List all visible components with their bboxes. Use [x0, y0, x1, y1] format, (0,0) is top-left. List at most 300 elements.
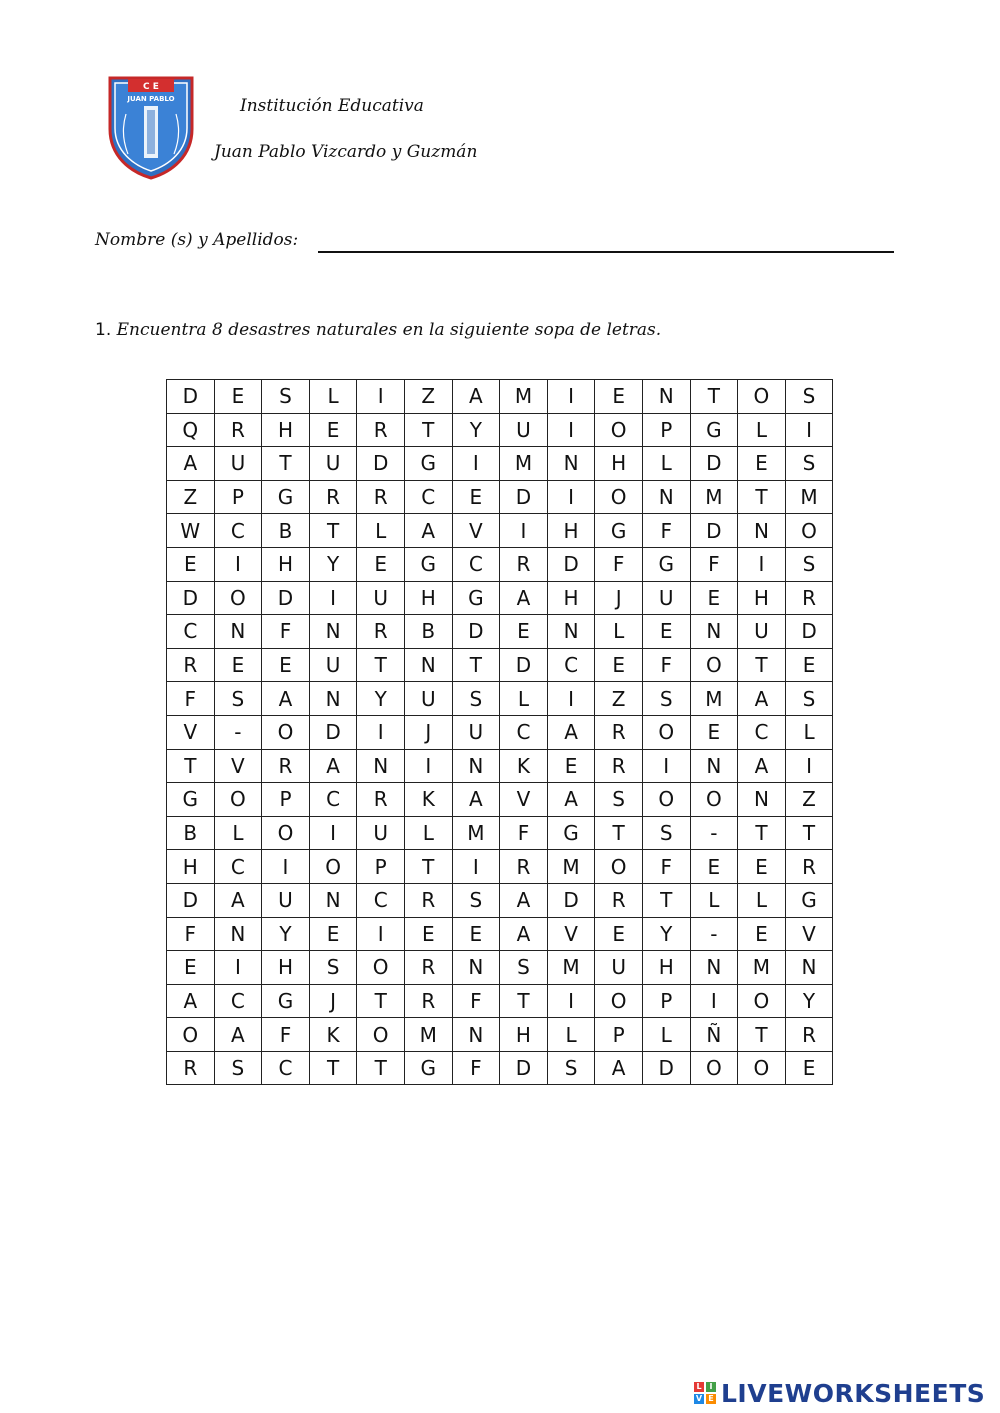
- grid-cell[interactable]: A: [500, 883, 548, 917]
- grid-cell[interactable]: Y: [785, 984, 833, 1018]
- grid-cell[interactable]: J: [309, 984, 357, 1018]
- grid-cell[interactable]: E: [214, 648, 262, 682]
- grid-cell[interactable]: O: [595, 413, 643, 447]
- grid-cell[interactable]: I: [452, 850, 500, 884]
- grid-cell[interactable]: G: [547, 816, 595, 850]
- grid-cell[interactable]: R: [357, 615, 405, 649]
- grid-cell[interactable]: V: [452, 514, 500, 548]
- grid-cell[interactable]: T: [738, 816, 786, 850]
- grid-cell[interactable]: S: [547, 1051, 595, 1085]
- grid-cell[interactable]: M: [690, 682, 738, 716]
- grid-cell[interactable]: A: [738, 749, 786, 783]
- grid-cell[interactable]: N: [547, 615, 595, 649]
- grid-cell[interactable]: O: [738, 984, 786, 1018]
- grid-cell[interactable]: O: [357, 951, 405, 985]
- grid-cell[interactable]: U: [500, 413, 548, 447]
- grid-cell[interactable]: P: [214, 480, 262, 514]
- grid-cell[interactable]: H: [547, 514, 595, 548]
- grid-cell[interactable]: F: [167, 917, 215, 951]
- grid-cell[interactable]: O: [595, 850, 643, 884]
- grid-cell[interactable]: M: [547, 850, 595, 884]
- grid-cell[interactable]: G: [404, 447, 452, 481]
- grid-cell[interactable]: I: [262, 850, 310, 884]
- grid-cell[interactable]: S: [785, 547, 833, 581]
- grid-cell[interactable]: V: [214, 749, 262, 783]
- grid-cell[interactable]: T: [738, 480, 786, 514]
- grid-cell[interactable]: O: [262, 816, 310, 850]
- grid-cell[interactable]: C: [357, 883, 405, 917]
- grid-cell[interactable]: A: [547, 783, 595, 817]
- grid-cell[interactable]: O: [309, 850, 357, 884]
- grid-cell[interactable]: I: [547, 984, 595, 1018]
- grid-cell[interactable]: G: [452, 581, 500, 615]
- grid-cell[interactable]: F: [642, 514, 690, 548]
- grid-cell[interactable]: L: [738, 883, 786, 917]
- grid-cell[interactable]: E: [309, 413, 357, 447]
- grid-cell[interactable]: I: [357, 380, 405, 414]
- grid-cell[interactable]: T: [262, 447, 310, 481]
- grid-cell[interactable]: I: [785, 413, 833, 447]
- grid-cell[interactable]: C: [214, 850, 262, 884]
- grid-cell[interactable]: D: [547, 883, 595, 917]
- grid-cell[interactable]: R: [595, 883, 643, 917]
- grid-cell[interactable]: E: [690, 581, 738, 615]
- grid-cell[interactable]: D: [262, 581, 310, 615]
- grid-cell[interactable]: L: [785, 715, 833, 749]
- grid-cell[interactable]: I: [690, 984, 738, 1018]
- grid-cell[interactable]: A: [500, 917, 548, 951]
- grid-cell[interactable]: T: [642, 883, 690, 917]
- grid-cell[interactable]: R: [357, 413, 405, 447]
- grid-cell[interactable]: L: [547, 1018, 595, 1052]
- grid-cell[interactable]: A: [595, 1051, 643, 1085]
- grid-cell[interactable]: A: [167, 447, 215, 481]
- grid-cell[interactable]: F: [642, 850, 690, 884]
- grid-cell[interactable]: E: [357, 547, 405, 581]
- grid-cell[interactable]: E: [262, 648, 310, 682]
- grid-cell[interactable]: T: [785, 816, 833, 850]
- grid-cell[interactable]: N: [690, 749, 738, 783]
- grid-cell[interactable]: A: [214, 883, 262, 917]
- grid-cell[interactable]: E: [738, 850, 786, 884]
- grid-cell[interactable]: H: [547, 581, 595, 615]
- grid-cell[interactable]: T: [738, 648, 786, 682]
- grid-cell[interactable]: D: [547, 547, 595, 581]
- grid-cell[interactable]: M: [785, 480, 833, 514]
- grid-cell[interactable]: S: [785, 447, 833, 481]
- grid-cell[interactable]: D: [500, 648, 548, 682]
- grid-cell[interactable]: I: [214, 951, 262, 985]
- grid-cell[interactable]: T: [404, 850, 452, 884]
- grid-cell[interactable]: E: [547, 749, 595, 783]
- name-answer-line[interactable]: [318, 251, 894, 253]
- grid-cell[interactable]: N: [690, 951, 738, 985]
- grid-cell[interactable]: S: [452, 682, 500, 716]
- grid-cell[interactable]: E: [785, 1051, 833, 1085]
- grid-cell[interactable]: P: [642, 984, 690, 1018]
- grid-cell[interactable]: D: [690, 447, 738, 481]
- grid-cell[interactable]: N: [642, 380, 690, 414]
- grid-cell[interactable]: F: [452, 984, 500, 1018]
- grid-cell[interactable]: M: [500, 447, 548, 481]
- grid-cell[interactable]: O: [167, 1018, 215, 1052]
- grid-cell[interactable]: A: [547, 715, 595, 749]
- grid-cell[interactable]: I: [547, 480, 595, 514]
- grid-cell[interactable]: G: [262, 984, 310, 1018]
- grid-cell[interactable]: C: [500, 715, 548, 749]
- grid-cell[interactable]: U: [357, 581, 405, 615]
- grid-cell[interactable]: L: [690, 883, 738, 917]
- grid-cell[interactable]: B: [167, 816, 215, 850]
- grid-cell[interactable]: S: [500, 951, 548, 985]
- grid-cell[interactable]: E: [595, 648, 643, 682]
- grid-row: [167, 1018, 833, 1052]
- grid-cell[interactable]: G: [262, 480, 310, 514]
- grid-cell[interactable]: I: [404, 749, 452, 783]
- grid-cell[interactable]: I: [547, 380, 595, 414]
- grid-cell[interactable]: K: [500, 749, 548, 783]
- grid-cell[interactable]: U: [262, 883, 310, 917]
- grid-cell[interactable]: O: [785, 514, 833, 548]
- grid-cell[interactable]: -: [690, 917, 738, 951]
- grid-cell[interactable]: Y: [309, 547, 357, 581]
- grid-cell[interactable]: H: [262, 951, 310, 985]
- grid-cell[interactable]: G: [595, 514, 643, 548]
- grid-cell[interactable]: G: [690, 413, 738, 447]
- grid-cell[interactable]: E: [452, 917, 500, 951]
- grid-cell[interactable]: R: [404, 984, 452, 1018]
- grid-cell[interactable]: E: [595, 380, 643, 414]
- grid-cell[interactable]: L: [214, 816, 262, 850]
- grid-cell[interactable]: D: [167, 581, 215, 615]
- grid-cell[interactable]: T: [167, 749, 215, 783]
- grid-cell[interactable]: T: [357, 984, 405, 1018]
- grid-cell[interactable]: N: [547, 447, 595, 481]
- grid-cell[interactable]: R: [404, 951, 452, 985]
- grid-cell[interactable]: T: [309, 514, 357, 548]
- grid-cell[interactable]: E: [690, 715, 738, 749]
- grid-cell[interactable]: U: [309, 648, 357, 682]
- grid-cell[interactable]: E: [214, 380, 262, 414]
- grid-cell[interactable]: D: [690, 514, 738, 548]
- grid-cell[interactable]: O: [214, 581, 262, 615]
- grid-cell[interactable]: D: [452, 615, 500, 649]
- grid-cell[interactable]: S: [214, 682, 262, 716]
- grid-cell[interactable]: D: [500, 1051, 548, 1085]
- grid-cell[interactable]: D: [785, 615, 833, 649]
- grid-cell[interactable]: T: [357, 1051, 405, 1085]
- grid-cell[interactable]: U: [738, 615, 786, 649]
- grid-cell[interactable]: T: [452, 648, 500, 682]
- grid-cell[interactable]: S: [452, 883, 500, 917]
- grid-cell[interactable]: -: [690, 816, 738, 850]
- grid-cell[interactable]: F: [452, 1051, 500, 1085]
- grid-cell[interactable]: E: [785, 648, 833, 682]
- grid-cell[interactable]: M: [690, 480, 738, 514]
- grid-cell[interactable]: S: [785, 682, 833, 716]
- grid-cell[interactable]: I: [309, 816, 357, 850]
- grid-cell[interactable]: D: [167, 883, 215, 917]
- grid-cell[interactable]: U: [357, 816, 405, 850]
- grid-cell[interactable]: N: [690, 615, 738, 649]
- grid-cell[interactable]: R: [404, 883, 452, 917]
- grid-cell[interactable]: N: [309, 615, 357, 649]
- grid-cell[interactable]: C: [214, 514, 262, 548]
- grid-cell[interactable]: W: [167, 514, 215, 548]
- grid-cell[interactable]: E: [309, 917, 357, 951]
- grid-cell[interactable]: E: [738, 917, 786, 951]
- grid-cell[interactable]: I: [547, 682, 595, 716]
- grid-cell[interactable]: S: [642, 682, 690, 716]
- grid-cell[interactable]: C: [214, 984, 262, 1018]
- grid-cell[interactable]: E: [404, 917, 452, 951]
- grid-cell[interactable]: U: [309, 447, 357, 481]
- grid-cell[interactable]: D: [500, 480, 548, 514]
- grid-cell[interactable]: F: [595, 547, 643, 581]
- grid-cell[interactable]: C: [167, 615, 215, 649]
- grid-cell[interactable]: R: [785, 850, 833, 884]
- grid-cell[interactable]: M: [500, 380, 548, 414]
- grid-cell[interactable]: H: [500, 1018, 548, 1052]
- grid-cell[interactable]: I: [357, 917, 405, 951]
- grid-cell[interactable]: N: [309, 883, 357, 917]
- grid-cell[interactable]: I: [785, 749, 833, 783]
- grid-cell[interactable]: T: [500, 984, 548, 1018]
- grid-cell[interactable]: O: [738, 1051, 786, 1085]
- grid-cell[interactable]: C: [309, 783, 357, 817]
- grid-cell[interactable]: I: [452, 447, 500, 481]
- grid-cell[interactable]: O: [690, 783, 738, 817]
- grid-cell[interactable]: A: [452, 783, 500, 817]
- grid-cell[interactable]: C: [452, 547, 500, 581]
- grid-cell[interactable]: S: [262, 380, 310, 414]
- grid-cell[interactable]: E: [452, 480, 500, 514]
- grid-cell[interactable]: L: [500, 682, 548, 716]
- grid-cell[interactable]: B: [262, 514, 310, 548]
- grid-cell[interactable]: I: [309, 581, 357, 615]
- grid-cell[interactable]: P: [357, 850, 405, 884]
- grid-cell[interactable]: E: [595, 917, 643, 951]
- grid-cell[interactable]: E: [738, 447, 786, 481]
- grid-cell[interactable]: F: [500, 816, 548, 850]
- grid-cell[interactable]: E: [690, 850, 738, 884]
- grid-cell[interactable]: C: [547, 648, 595, 682]
- grid-cell[interactable]: U: [452, 715, 500, 749]
- grid-cell[interactable]: Y: [262, 917, 310, 951]
- grid-cell[interactable]: O: [642, 715, 690, 749]
- grid-cell[interactable]: N: [452, 951, 500, 985]
- grid-cell[interactable]: V: [500, 783, 548, 817]
- grid-cell[interactable]: O: [690, 648, 738, 682]
- grid-cell[interactable]: H: [262, 547, 310, 581]
- grid-cell[interactable]: O: [738, 380, 786, 414]
- grid-cell[interactable]: S: [214, 1051, 262, 1085]
- grid-cell[interactable]: D: [167, 380, 215, 414]
- grid-cell[interactable]: F: [262, 1018, 310, 1052]
- grid-cell[interactable]: R: [357, 480, 405, 514]
- grid-cell[interactable]: V: [167, 715, 215, 749]
- grid-cell[interactable]: E: [167, 547, 215, 581]
- grid-cell[interactable]: I: [547, 413, 595, 447]
- grid-cell[interactable]: C: [262, 1051, 310, 1085]
- grid-cell[interactable]: G: [404, 547, 452, 581]
- grid-cell[interactable]: L: [309, 380, 357, 414]
- grid-cell[interactable]: Z: [404, 380, 452, 414]
- grid-cell[interactable]: N: [785, 951, 833, 985]
- grid-cell[interactable]: H: [738, 581, 786, 615]
- grid-cell[interactable]: A: [452, 380, 500, 414]
- grid-cell[interactable]: J: [595, 581, 643, 615]
- grid-cell[interactable]: G: [642, 547, 690, 581]
- grid-cell[interactable]: I: [214, 547, 262, 581]
- grid-cell[interactable]: T: [309, 1051, 357, 1085]
- grid-cell[interactable]: N: [214, 615, 262, 649]
- word-search-grid[interactable]: [166, 379, 833, 1085]
- grid-cell[interactable]: I: [500, 514, 548, 548]
- grid-cell[interactable]: R: [167, 1051, 215, 1085]
- grid-cell[interactable]: L: [642, 1018, 690, 1052]
- grid-cell[interactable]: N: [642, 480, 690, 514]
- grid-cell[interactable]: O: [262, 715, 310, 749]
- grid-cell[interactable]: P: [595, 1018, 643, 1052]
- grid-cell[interactable]: U: [214, 447, 262, 481]
- grid-cell[interactable]: T: [690, 380, 738, 414]
- grid-cell[interactable]: T: [357, 648, 405, 682]
- grid-cell[interactable]: R: [595, 715, 643, 749]
- grid-cell[interactable]: I: [738, 547, 786, 581]
- grid-cell[interactable]: A: [404, 514, 452, 548]
- grid-cell[interactable]: B: [404, 615, 452, 649]
- grid-cell[interactable]: Q: [167, 413, 215, 447]
- grid-cell[interactable]: N: [357, 749, 405, 783]
- grid-cell[interactable]: G: [785, 883, 833, 917]
- grid-cell[interactable]: L: [357, 514, 405, 548]
- grid-cell[interactable]: P: [262, 783, 310, 817]
- grid-cell[interactable]: R: [167, 648, 215, 682]
- grid-cell[interactable]: A: [167, 984, 215, 1018]
- grid-cell[interactable]: F: [167, 682, 215, 716]
- grid-cell[interactable]: I: [642, 749, 690, 783]
- grid-cell[interactable]: Ñ: [690, 1018, 738, 1052]
- grid-cell[interactable]: L: [595, 615, 643, 649]
- grid-cell[interactable]: O: [642, 783, 690, 817]
- grid-cell[interactable]: N: [404, 648, 452, 682]
- grid-cell[interactable]: O: [357, 1018, 405, 1052]
- grid-cell[interactable]: K: [309, 1018, 357, 1052]
- grid-cell[interactable]: A: [309, 749, 357, 783]
- grid-cell[interactable]: D: [309, 715, 357, 749]
- grid-cell[interactable]: T: [595, 816, 643, 850]
- grid-cell[interactable]: M: [452, 816, 500, 850]
- grid-cell[interactable]: E: [500, 615, 548, 649]
- grid-cell[interactable]: D: [642, 1051, 690, 1085]
- grid-cell[interactable]: Z: [167, 480, 215, 514]
- grid-cell[interactable]: H: [404, 581, 452, 615]
- grid-cell[interactable]: N: [214, 917, 262, 951]
- grid-cell[interactable]: G: [404, 1051, 452, 1085]
- grid-cell[interactable]: Y: [357, 682, 405, 716]
- grid-cell[interactable]: R: [309, 480, 357, 514]
- grid-cell[interactable]: H: [642, 951, 690, 985]
- grid-cell[interactable]: J: [404, 715, 452, 749]
- grid-cell[interactable]: N: [452, 1018, 500, 1052]
- grid-cell[interactable]: Y: [642, 917, 690, 951]
- grid-cell[interactable]: N: [738, 514, 786, 548]
- grid-cell[interactable]: U: [642, 581, 690, 615]
- grid-cell[interactable]: O: [595, 480, 643, 514]
- grid-cell[interactable]: S: [309, 951, 357, 985]
- grid-cell[interactable]: Y: [452, 413, 500, 447]
- grid-cell[interactable]: L: [642, 447, 690, 481]
- grid-cell[interactable]: T: [738, 1018, 786, 1052]
- grid-cell[interactable]: R: [785, 581, 833, 615]
- grid-cell[interactable]: C: [404, 480, 452, 514]
- grid-cell[interactable]: Z: [595, 682, 643, 716]
- grid-cell[interactable]: A: [500, 581, 548, 615]
- grid-cell[interactable]: A: [738, 682, 786, 716]
- grid-cell[interactable]: D: [357, 447, 405, 481]
- grid-cell[interactable]: -: [214, 715, 262, 749]
- grid-cell[interactable]: S: [642, 816, 690, 850]
- grid-cell[interactable]: U: [595, 951, 643, 985]
- grid-cell[interactable]: S: [595, 783, 643, 817]
- grid-cell[interactable]: M: [547, 951, 595, 985]
- grid-cell[interactable]: R: [357, 783, 405, 817]
- name-label: Nombre (s) y Apellidos:: [95, 230, 299, 250]
- grid-cell[interactable]: N: [738, 783, 786, 817]
- grid-cell[interactable]: R: [500, 850, 548, 884]
- grid-cell[interactable]: R: [214, 413, 262, 447]
- grid-cell[interactable]: L: [738, 413, 786, 447]
- grid-cell[interactable]: E: [642, 615, 690, 649]
- grid-cell[interactable]: V: [547, 917, 595, 951]
- grid-cell[interactable]: P: [642, 413, 690, 447]
- grid-cell[interactable]: F: [642, 648, 690, 682]
- grid-cell[interactable]: C: [738, 715, 786, 749]
- grid-cell[interactable]: F: [690, 547, 738, 581]
- grid-cell[interactable]: L: [404, 816, 452, 850]
- grid-cell[interactable]: F: [262, 615, 310, 649]
- grid-cell[interactable]: H: [167, 850, 215, 884]
- grid-cell[interactable]: N: [452, 749, 500, 783]
- grid-cell[interactable]: R: [595, 749, 643, 783]
- grid-cell[interactable]: A: [262, 682, 310, 716]
- grid-cell[interactable]: O: [595, 984, 643, 1018]
- grid-cell[interactable]: H: [262, 413, 310, 447]
- grid-cell[interactable]: N: [309, 682, 357, 716]
- grid-cell[interactable]: H: [595, 447, 643, 481]
- school-crest-logo: [106, 74, 196, 180]
- grid-cell[interactable]: T: [404, 413, 452, 447]
- grid-cell[interactable]: R: [785, 1018, 833, 1052]
- grid-cell[interactable]: R: [262, 749, 310, 783]
- grid-cell[interactable]: S: [785, 380, 833, 414]
- grid-cell[interactable]: K: [404, 783, 452, 817]
- grid-cell[interactable]: I: [357, 715, 405, 749]
- grid-cell[interactable]: M: [404, 1018, 452, 1052]
- grid-cell[interactable]: M: [738, 951, 786, 985]
- grid-cell[interactable]: R: [500, 547, 548, 581]
- grid-row: [167, 783, 833, 817]
- grid-cell[interactable]: E: [167, 951, 215, 985]
- grid-cell[interactable]: G: [167, 783, 215, 817]
- grid-cell[interactable]: A: [214, 1018, 262, 1052]
- grid-cell[interactable]: V: [785, 917, 833, 951]
- grid-cell[interactable]: O: [214, 783, 262, 817]
- grid-cell[interactable]: U: [404, 682, 452, 716]
- grid-cell[interactable]: O: [690, 1051, 738, 1085]
- grid-cell[interactable]: Z: [785, 783, 833, 817]
